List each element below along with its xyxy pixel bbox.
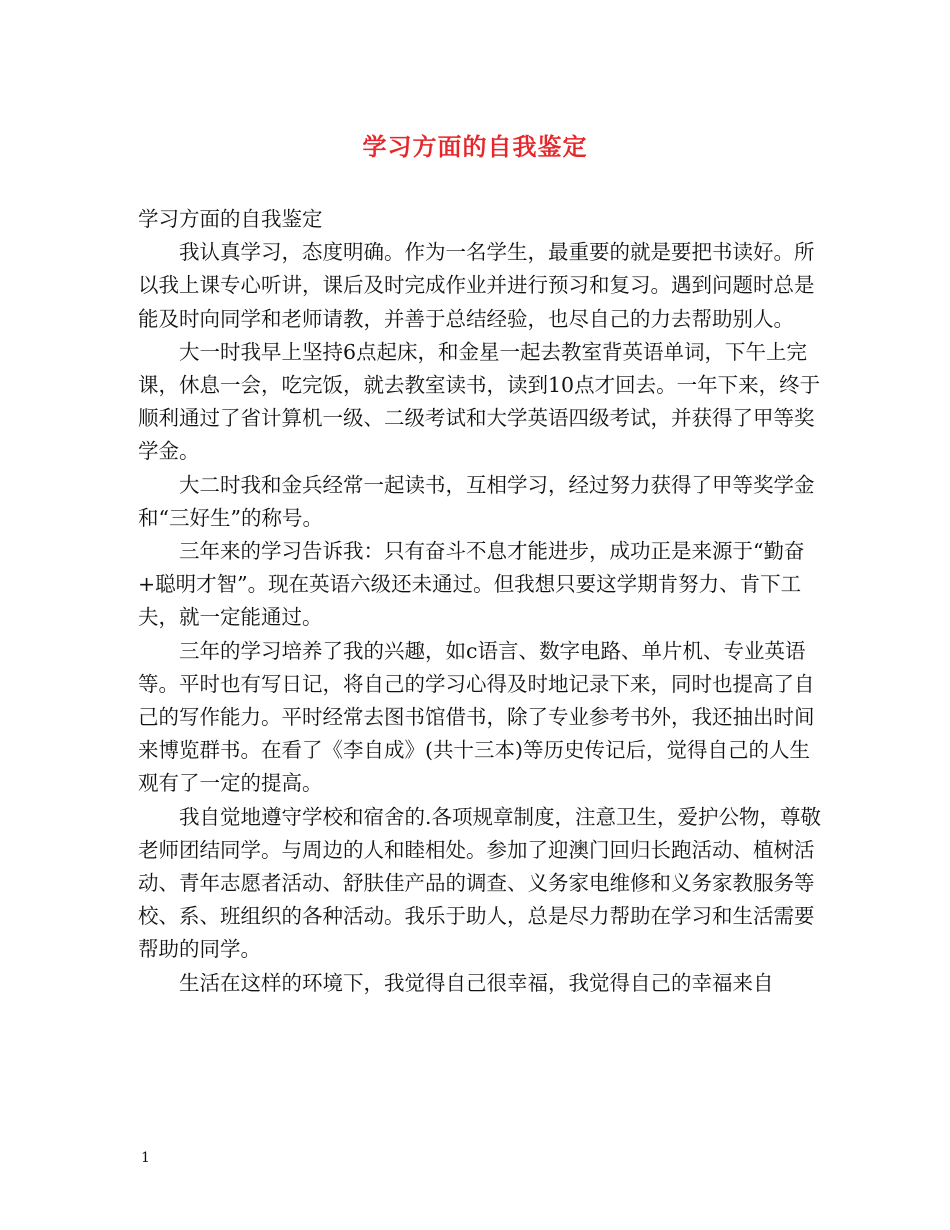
- paragraph: 三年来的学习告诉我：只有奋斗不息才能进步，成功正是来源于“勤奋+聪明才智”。现在英语六级还未通过。但我想只要这学期肯努力、肯下工夫，就一定能通过。: [138, 539, 805, 630]
- document-title: 学习方面的自我鉴定: [362, 132, 588, 161]
- paragraph: 我自觉地遵守学校和宿舍的.各项规章制度，注意卫生，爱护公物，尊敬老师团结同学。与周边的人和睦相处。参加了迎澳门回归长跑活动、植树活动、青年志愿者活动、舒肤佳产品的调查、义务家电维修和义务家教服务等校、系、班组织的各种活动。我乐于助人，总是尽力帮助在学习和生活需要帮助的同学。: [138, 804, 822, 962]
- page-number: 1: [141, 1150, 150, 1166]
- document-body: [138, 203, 828, 1000]
- paragraph: 我认真学习，态度明确。作为一名学生，最重要的就是要把书读好。所以我上课专心听讲，课后及时完成作业并进行预习和复习。遇到问题时总是能及时向同学和老师请教，并善于总结经验，也尽自己的力去帮助别人。: [138, 240, 815, 331]
- document-subtitle: 学习方面的自我鉴定: [138, 207, 323, 231]
- paragraph: 三年的学习培养了我的兴趣，如c语言、数字电路、单片机、专业英语等。平时也有写日记，将自己的学习心得及时地记录下来，同时也提高了自己的写作能力。平时经常去图书馆借书，除了专业参考书外，我还抽出时间来博览群书。在看了《李自成》(共十三本)等历史传记后，觉得自己的人生观有了一定的提高。: [138, 638, 815, 796]
- paragraph: 大一时我早上坚持6点起床，和金星一起去教室背英语单词，下午上完课，休息一会，吃完饭，就去教室读书，读到10点才回去。一年下来，终于顺利通过了省计算机一级、二级考试和大学英语四级考试，并获得了甲等奖学金。: [138, 339, 821, 464]
- paragraph: 大二时我和金兵经常一起读书，互相学习，经过努力获得了甲等奖学金和“三好生”的称号。: [138, 472, 815, 530]
- paragraph: 生活在这样的环境下，我觉得自己很幸福，我觉得自己的幸福来自: [179, 970, 774, 995]
